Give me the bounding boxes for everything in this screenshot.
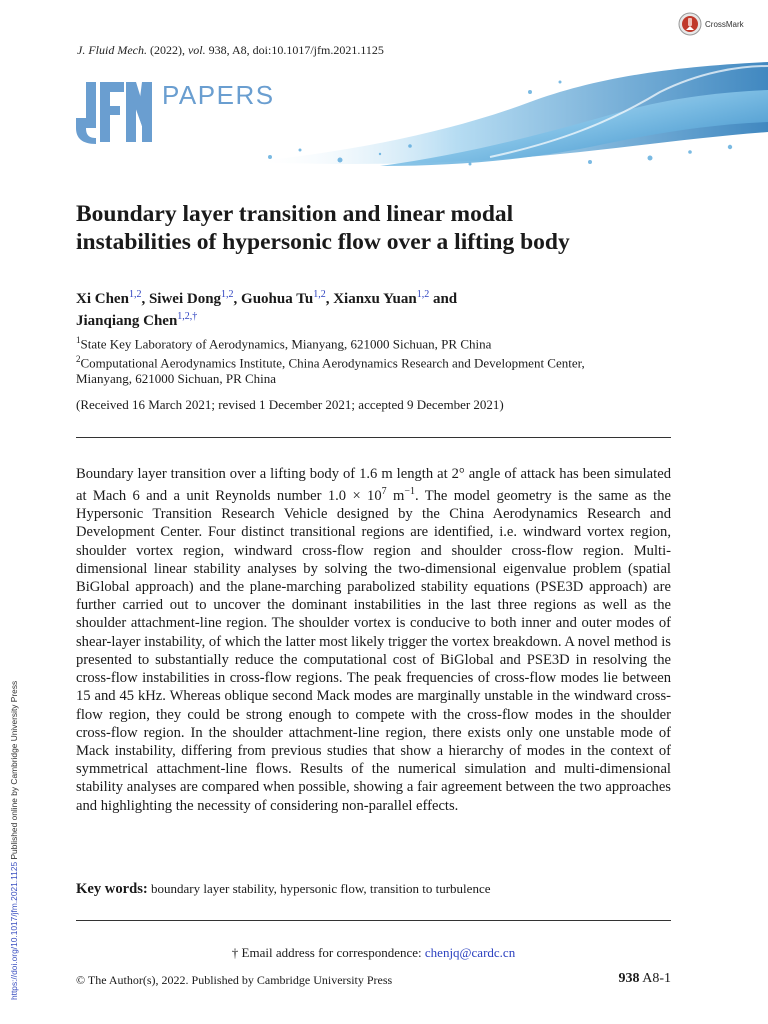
- year: (2022),: [149, 43, 188, 57]
- affiliation-text: State Key Laboratory of Aerodynamics, Mianyang, 621000 Sichuan, PR China: [80, 336, 492, 352]
- unit-text: m: [386, 488, 405, 505]
- author-separator: ,: [233, 291, 242, 307]
- affiliation-text-continued: Mianyang, 621000 Sichuan, PR China: [76, 371, 277, 387]
- correspondence-email: [76, 945, 671, 961]
- author-separator: and: [429, 291, 458, 307]
- volume-doi: 938, A8, doi:10.1017/jfm.2021.1125: [205, 43, 384, 57]
- citation-line: [77, 43, 384, 58]
- author-affiliation-mark[interactable]: 1,2: [313, 289, 326, 300]
- affiliation-mark: 1: [76, 335, 81, 345]
- crossmark-label: CrossMark: [705, 19, 744, 29]
- keywords-label: Key words:: [76, 881, 148, 897]
- author-name: Jianqiang Chen: [76, 313, 178, 329]
- crossmark-badge[interactable]: [678, 12, 744, 36]
- divider-bottom: [76, 920, 671, 921]
- crossmark-icon: [678, 12, 702, 36]
- affiliation-mark: 2: [76, 354, 81, 364]
- vol-label: vol.: [187, 43, 206, 57]
- author-affiliation-mark[interactable]: 1,2: [128, 289, 142, 300]
- author-list: [76, 286, 696, 330]
- papers-label: PAPERS: [162, 80, 275, 110]
- affiliation-2: [76, 351, 676, 387]
- side-doi-notice: [9, 681, 19, 1000]
- author-affiliation-mark[interactable]: 1,2: [416, 289, 430, 300]
- abstract: [76, 465, 671, 815]
- author-name: Siwei Dong: [148, 291, 222, 307]
- affiliation-text: Computational Aerodynamics Institute, China Aerodynamics Research and Development Center,: [80, 355, 585, 371]
- divider-top: [76, 437, 671, 438]
- water-splash-banner: [230, 62, 768, 172]
- page-volume: 938: [618, 971, 640, 986]
- page-number: A8-1: [639, 971, 671, 986]
- received-dates: (Received 16 March 2021; revised 1 December 2021; accepted 9 December 2021): [76, 397, 504, 412]
- paper-title: [76, 200, 696, 256]
- author-name: Xi Chen: [76, 291, 129, 307]
- author-name: Xianxu Yuan: [333, 291, 417, 307]
- keywords: [76, 881, 671, 898]
- author-separator: ,: [141, 291, 149, 307]
- keywords-text: boundary layer stability, hypersonic flow, transition to turbulence: [147, 881, 491, 896]
- author-affiliation-mark[interactable]: 1,2,: [177, 311, 193, 322]
- email-prefix: † Email address for correspondence:: [231, 945, 425, 960]
- email-link[interactable]: chenjq@cardc.cn: [424, 945, 516, 960]
- side-doi-link[interactable]: https://doi.org/10.1017/jfm.2021.1125: [9, 861, 19, 1000]
- title-line-1: Boundary layer transition and linear modal: [76, 201, 514, 227]
- corresponding-author-dagger[interactable]: †: [192, 311, 198, 322]
- exponent: 7: [381, 486, 387, 498]
- author-affiliation-mark[interactable]: 1,2: [221, 289, 234, 300]
- jfm-logo: [76, 78, 152, 144]
- author-name: Guohua Tu: [241, 291, 314, 307]
- title-line-2: instabilities of hypersonic flow over a lifting body: [76, 229, 570, 255]
- affiliation-1: [76, 332, 676, 352]
- abstract-text-1: Boundary layer transition over a lifting body of 1.6 m length at 2° angle of attack has been simulated at Mach 6 and a unit Reynolds number 1.0 × 10: [76, 466, 671, 505]
- exponent: −1: [404, 486, 415, 498]
- journal-name: J. Fluid Mech.: [77, 43, 147, 57]
- side-doi-text: Published online by Cambridge University Press: [9, 680, 19, 862]
- abstract-text-2: . The model geometry is the same as the Hypersonic Transition Research Vehicle designed by the China Aerodynamics Research and Development Center. Four distinct transitional regions are identified, i.e. windward vortex region, shoulder vortex region, windward cross-flow region and shoulder cross-flow region. Multi-dimensional linear stability analyses by solving the two-dimensional eigenvalue problem (spatial BiGlobal approach) and the plane-marching parabolized stability equations (PSE3D approach) are further carried out to uncover the dominant instabilities in the last three regions as well as the shoulder attachment-line region. The shoulder vortex is conducive to both inner and outer modes of shear-layer instability, of which the latter most likely trigger the vortex breakdown. A novel method is presented to substantially reduce the computational cost of BiGlobal and PSE3D in resolving the cross-flow instabilities in cross-flow regions. The peak frequencies of cross-flow modes lie between 15 and 45 kHz. Whereas oblique second Mack modes are marginally unstable in the windward cross-flow region, they could be strong enough to compete with the cross-flow modes in the shoulder cross-flow region. In the shoulder attachment-line region, there exists only one unstable mode of Mack instability, differing from previous studies that show a hierarchy of modes in the context of symmetrical attachment-line flows. Results of the numerical simulation and multi-dimensional stability analyses are compared when possible, showing a fair agreement between the two approaches and highlighting the necessity of considering non-parallel effects.: [76, 488, 672, 814]
- page-reference: [619, 971, 672, 987]
- copyright-notice: © The Author(s), 2022. Published by Cambridge University Press: [76, 973, 393, 987]
- author-separator: ,: [325, 291, 334, 307]
